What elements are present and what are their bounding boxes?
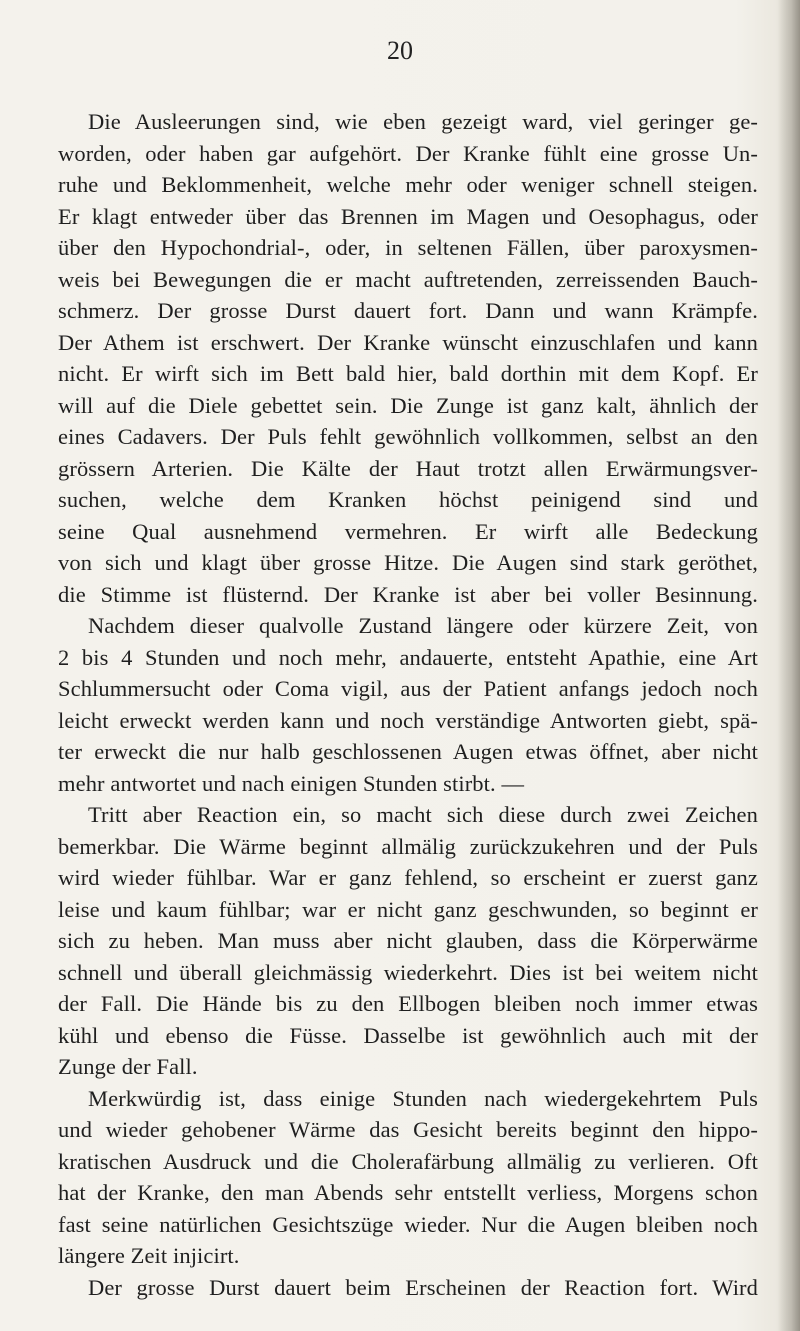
text-line: schmerz. Der grosse Durst dauert fort. Dann und wann Krämpfe.: [58, 298, 758, 323]
text-line: Merkwürdig ist, dass einige Stunden nach wiedergekehrtem Puls: [88, 1085, 758, 1111]
body-text: [58, 106, 758, 1303]
text-line: nicht. Er wirft sich im Bett bald hier, bald dorthin mit dem Kopf. Er: [58, 361, 758, 386]
paragraph-4: [58, 1083, 758, 1272]
text-line: suchen, welche dem Kranken höchst peinigend sind und: [58, 487, 758, 512]
text-line: worden, oder haben gar aufgehört. Der Kranke fühlt eine grosse Un-: [58, 140, 758, 166]
text-line: 2 bis 4 Stunden und noch mehr, andauerte, entsteht Apathie, eine Art: [58, 644, 758, 670]
text-line: Die Ausleerungen sind, wie eben gezeigt ward, viel geringer ge-: [88, 109, 758, 134]
text-line: ruhe und Beklommenheit, welche mehr oder weniger schnell steigen.: [58, 172, 758, 197]
text-line: und wieder gehobener Wärme das Gesicht bereits beginnt den hippo-: [58, 1117, 758, 1142]
text-line: leicht erweckt werden kann und noch verständige Antworten giebt, spä-: [58, 707, 758, 733]
text-line: weis bei Bewegungen die er macht auftretenden, zerreissenden Bauch-: [58, 266, 758, 292]
text-line: schnell und überall gleichmässig wiederkehrt. Dies ist bei weitem nicht: [58, 959, 758, 985]
paragraph-1: [58, 106, 758, 610]
text-line: kühl und ebenso die Füsse. Dasselbe ist gewöhnlich auch mit der: [58, 1022, 758, 1048]
page-number: 20: [387, 36, 413, 65]
text-line: leise und kaum fühlbar; war er nicht ganz geschwunden, so beginnt er: [58, 896, 758, 922]
text-line: sich zu heben. Man muss aber nicht glauben, dass die Körperwärme: [58, 928, 758, 953]
page-edge-shadow: [778, 0, 800, 1331]
text-line: seine Qual ausnehmend vermehren. Er wirft alle Bedeckung: [58, 518, 758, 544]
text-line: ter erweckt die nur halb geschlossenen Augen etwas öffnet, aber nicht: [58, 739, 758, 764]
paragraph-3: [58, 799, 758, 1083]
text-line: der Fall. Die Hände bis zu den Ellbogen bleiben noch immer etwas: [58, 991, 758, 1016]
text-line: eines Cadavers. Der Puls fehlt gewöhnlich vollkommen, selbst an den: [58, 424, 758, 449]
text-line: fast seine natürlichen Gesichtszüge wieder. Nur die Augen bleiben noch: [58, 1211, 758, 1237]
text-line: längere Zeit injicirt.: [58, 1243, 240, 1268]
paragraph-2: [58, 610, 758, 799]
text-line: Tritt aber Reaction ein, so macht sich diese durch zwei Zeichen: [88, 802, 758, 827]
text-line: die Stimme ist flüsternd. Der Kranke ist aber bei voller Besinnung.: [58, 581, 758, 607]
text-line: über den Hypochondrial-, oder, in seltenen Fällen, über paroxysmen-: [58, 235, 758, 260]
text-line: wird wieder fühlbar. War er ganz fehlend, so erscheint er zuerst ganz: [58, 865, 758, 890]
text-line: mehr antwortet und nach einigen Stunden stirbt. —: [58, 770, 525, 796]
text-line: bemerkbar. Die Wärme beginnt allmälig zurückzukehren und der Puls: [58, 833, 758, 859]
text-line: kratischen Ausdruck und die Cholerafärbung allmälig zu verlieren. Oft: [58, 1148, 758, 1174]
text-line: Schlummersucht oder Coma vigil, aus der Patient anfangs jedoch noch: [58, 676, 758, 701]
text-line: von sich und klagt über grosse Hitze. Die Augen sind stark geröthet,: [58, 550, 758, 575]
text-line: Er klagt entweder über das Brennen im Magen und Oesophagus, oder: [58, 203, 758, 229]
text-line: Zunge der Fall.: [58, 1054, 198, 1079]
paragraph-5: [58, 1272, 758, 1304]
text-line: hat der Kranke, den man Abends sehr entstellt verliess, Morgens schon: [58, 1180, 758, 1205]
text-line: Nachdem dieser qualvolle Zustand längere oder kürzere Zeit, von: [88, 613, 758, 638]
text-line: Der Athem ist erschwert. Der Kranke wünscht einzuschlafen und kann: [58, 329, 758, 355]
text-line: will auf die Diele gebettet sein. Die Zunge ist ganz kalt, ähnlich der: [58, 392, 758, 418]
text-line: Der grosse Durst dauert beim Erscheinen der Reaction fort. Wird: [88, 1274, 758, 1300]
text-line: grössern Arterien. Die Kälte der Haut trotzt allen Erwärmungsver-: [58, 455, 758, 481]
